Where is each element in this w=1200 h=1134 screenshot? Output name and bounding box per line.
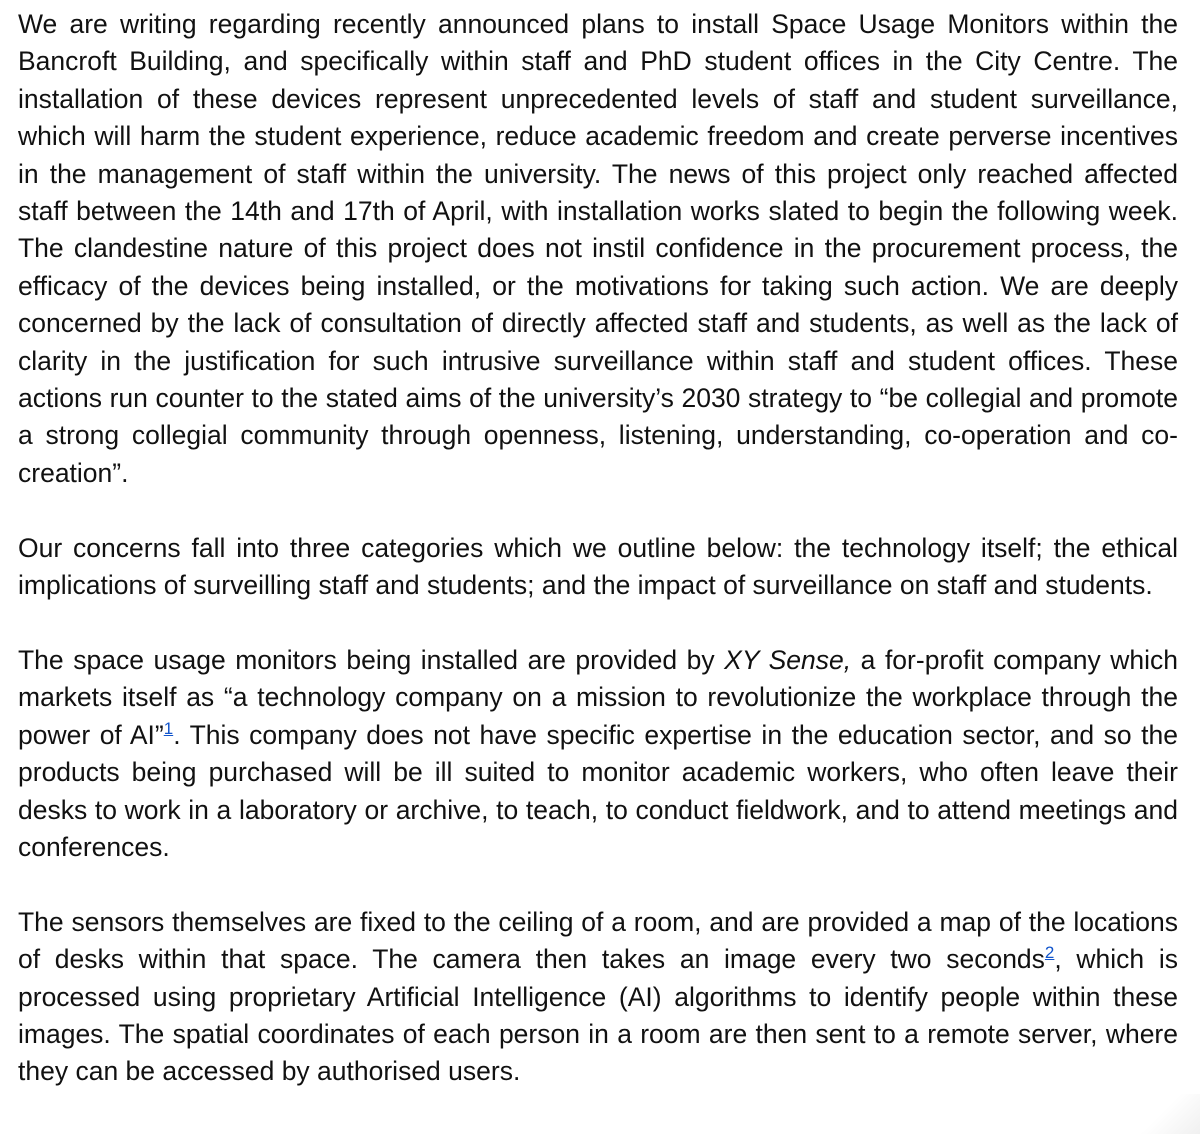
footnote-link-1[interactable]: 1 xyxy=(163,718,174,738)
paragraph-text: . This company does not have specific expertise in the education sector, and so the products being purchased will be ill suited to monitor academic workers, who often leave their desks to work in a laboratory or archive, to teach, to conduct fieldwork, and to attend meetings and conferences. xyxy=(18,719,1179,862)
page-corner-shadow xyxy=(1140,1094,1200,1134)
paragraph-text: , which is processed using proprietary Artificial Intelligence (AI) algorithms to identify people within these images. The spatial coordinates of each person in a room are then sent to a remote server, where they can be accessed by authorised users. xyxy=(18,944,1178,1087)
paragraph-text: a for-profit company which markets itself as “a technology company on a mission to revolutionize the workplace through the power of AI” xyxy=(18,644,1178,750)
paragraph-text: The space usage monitors being installed are provided by xyxy=(18,644,725,675)
paragraph-concerns: Our concerns fall into three categories which we outline below: the technology itself; the ethical implications of surveilling staff and students; and the impact of surveillance on staff and students. xyxy=(18,532,1178,601)
company-name: XY Sense, xyxy=(724,644,852,675)
paragraph-text: The sensors themselves are fixed to the ceiling of a room, and are provided a map of the locations of desks within that space. The camera then takes an image every two seconds xyxy=(18,906,1178,975)
document-body xyxy=(18,6,1178,1091)
paragraph-intro: We are writing regarding recently announced plans to install Space Usage Monitors within the Bancroft Building, and specifically within staff and PhD student offices in the City Centre. The installation of these devices represent unprecedented levels of staff and student surveillance, which will harm the student experience, reduce academic freedom and create perverse incentives in the management of staff within the university. The news of this project only reached affected staff between the 14th and 17th of April, with installation works slated to begin the following week. The clandestine nature of this project does not instil confidence in the procurement process, the efficacy of the devices being installed, or the motivations for taking such action. We are deeply concerned by the lack of consultation of directly affected staff and students, as well as the lack of clarity in the justification for such intrusive surveillance within staff and student offices. These actions run counter to the stated aims of the university’s 2030 strategy to “be collegial and promote a strong collegial community through openness, listening, understanding, co-operation and co-creation”. xyxy=(18,9,1178,488)
paragraph-sensors xyxy=(18,904,1178,1091)
footnote-link-2[interactable]: 2 xyxy=(1044,943,1055,963)
paragraph-xy-sense xyxy=(18,642,1178,866)
